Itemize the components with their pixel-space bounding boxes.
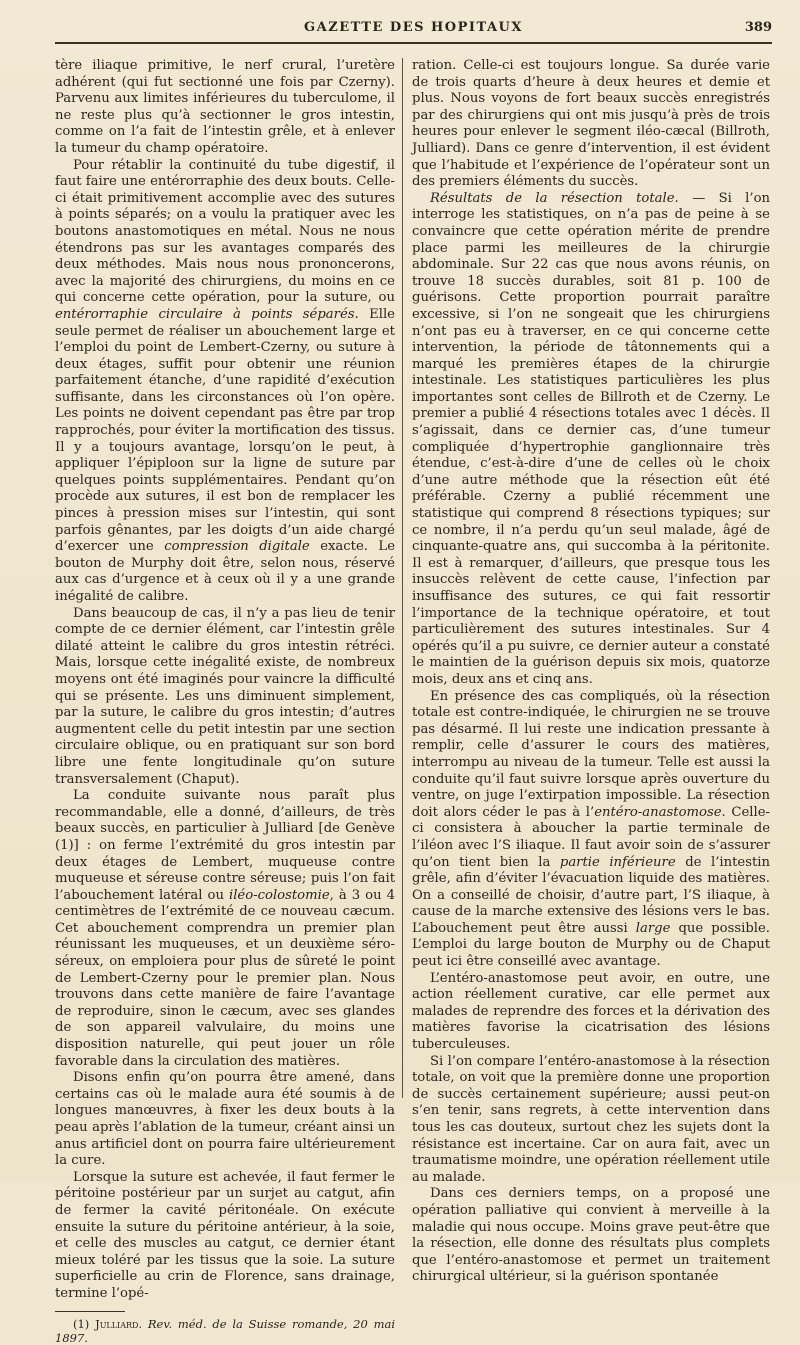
emphasis: large (635, 920, 671, 936)
page-number: 389 (744, 20, 772, 35)
footnote-rule (55, 1311, 125, 1312)
paragraph (55, 158, 395, 606)
section-heading: Résultats de la résection totale. (430, 190, 679, 206)
paragraph: Si l’on compare l’entéro-anastomose à la résection totale, on voit que la première donne une proportion de succès certainement supérieure; aussi peut-on s’en tenir, sans regrets, à cette intervention dans tous les cas douteux, surtout chez les sujets dont la résistance est incertaine. Car on aura fait, avec un traumatisme moindre, une opération réellement utile au malade. (412, 1053, 770, 1185)
emphasis: partie inférieure (559, 854, 676, 870)
footnote (55, 1317, 395, 1345)
left-column (55, 58, 396, 1345)
paragraph: Dans beaucoup de cas, il n’y a pas lieu de tenir compte de ce dernier élément, car l’intestin grêle dilaté atteint le calibre du gros intestin rétréci. Mais, lorsque cette inégalité existe, de nombreux moyens ont été imaginés pour vaincre la difficulté qui se présente. Les uns diminuent simplement, par la suture, le calibre du gros intestin; d’autres augmentent celle du petit intestin par une section circulaire oblique, ou en pratiquant sur son bord libre une fente longitudinale qu’on suture transversalement (Chaput). (55, 605, 395, 787)
text-run: — Si l’on interroge les statistiques, on n’a pas de peine à se convaincre que cette opération mérite de prendre place parmi les meilleures de la chirurgie abdominale. Sur 22 cas que nous avons réunis, on trouve 18 succès durables, soit 81 p. 100 de guérisons. Cette proportion pourrait paraître excessive, si l’on ne songeait que les chirurgiens n’ont pas eu à traverser, en ce qui concerne cette intervention, la période de tâtonnements qui a marqué les premières étapes de la chirurgie intestinale. Les statistiques particulières les plus importantes sont celles de Billroth et de Czerny. Le premier a publié 4 résections totales avec 1 décès. Il s’agissait, dans ce dernier cas, d’une tumeur compliquée d’hypertrophie ganglionnaire très étendue, c’est-à-dire d’une de celles où le choix d’une autre méthode que la résection eût été préférable. Czerny a publié récemment une statistique qui comprend 8 résections typiques; sur ce nombre, il n’a perdu qu’un seul malade, âgé de cinquante-quatre ans, qui succomba à la péritonite. Il est à remarquer, d’ailleurs, que presque tous les insuccès relèvent de cette cause, l’infection par insuffisance des sutures, ce qui fait ressortir l’importance de la technique opératoire, et tout particulièrement des sutures intestinales. Sur 4 opérés qu’il a pu suivre, ce dernier auteur a constaté le maintien de la guérison depuis six mois, quatorze mois, deux ans et cinq ans. (412, 190, 771, 687)
text-run: que possible. L’emploi du large bouton de Murphy ou de Chaput peut ici être conseillé avec avantage. (412, 920, 770, 970)
text-run: . Elle seule permet de réaliser un abouchement large et l’emploi du point de Lembert-Czerny, ou suture à deux étages, suffit pour obtenir une réunion parfaitement étanche, d’une rapidité d’exécution suffisante, dans les circonstances où l’on opère. Les points ne doivent cependant pas être par trop rapprochés, pour éviter la mortification des tissus. Il y a toujours avantage, lorsqu’on le peut, à appliquer l’épiploon sur la ligne de suture par quelques points supplémentaires. Pendant qu’on procède aux sutures, il est bon de remplacer les pinces à pression mises sur l’intestin, qui sont parfois gênantes, par les doigts d’un aide chargé d’exercer une (55, 306, 395, 555)
footnote-source: Rev. méd. de la Suisse romande, 20 mai 1897. (55, 1316, 396, 1345)
text-run: , à 3 ou 4 centimètres de l’extrémité de ce nouveau cæcum. Cet abouchement comprendra un premier plan réunissant les muqueuses, et un deuxième séro-séreux, on emploiera pour plus de sûreté le point de Lembert-Czerny pour le premier plan. Nous trouvons dans cette manière de faire l’avantage de reproduire, sinon le cæcum, avec ses glandes de son appareil valvulaire, du moins une disposition naturelle, qui peut jouer un rôle favorable dans la circulation des matières. (55, 887, 395, 1069)
paragraph: tère iliaque primitive, le nerf crural, l’uretère adhérent (qui fut sectionné une fois par Czerny). Parvenu aux limites inférieures du tuberculome, il ne reste plus qu’à sectionner le gros intestin, comme on l’a fait de l’intestin grêle, et à enlever la tumeur du champ opératoire. (55, 58, 395, 156)
text-run: Pour rétablir la continuité du tube digestif, il faut faire une entérorraphie des deux bouts. Celle-ci était primitivement accomplie avec des sutures à points séparés; on a voulu la pratiquer avec les boutons anastomotiques en métal. Nous ne nous étendrons pas sur les avantages comparés des deux méthodes. Mais nous nous prononcerons, avec la majorité des chirurgiens, du moins en ce qui concerne cette opération, pour la suture, ou (55, 157, 395, 306)
emphasis: entéro-anastomose (594, 804, 722, 820)
emphasis: iléo-colostomie (228, 887, 330, 903)
column-divider (402, 58, 403, 1098)
text-run: de l’intestin grêle, afin d’éviter l’évacuation liquide des matières. On a conseillé de choisir, d’autre part, l’S iliaque, à cause de la marche extensive des lésions vers le bas. L’abouchement peut être aussi (412, 854, 770, 936)
paragraph: Dans ces derniers temps, on a proposé une opération palliative qui convient à merveille à la maladie qui nous occupe. Moins grave peut-être que la résection, elle donne des résultats plus complets que l’entéro-anastomose et permet un traitement chirurgical ultérieur, si la guérison spontanée (412, 1186, 770, 1285)
page-header (55, 18, 772, 44)
footnote-author: Julliard. (95, 1316, 143, 1331)
emphasis: entérorraphie circulaire à points séparés (55, 306, 355, 322)
paragraph (55, 788, 395, 1070)
paragraph: L’entéro-anastomose peut avoir, en outre, une action réellement curative, car elle permet aux malades de reprendre des forces et la dérivation des matières favorise la cicatrisation des lésions tuberculeuses. (412, 970, 770, 1053)
text-run: La conduite suivante nous paraît plus recommandable, elle a donné, d’ailleurs, de très beaux succès, en particulier à Julliard [de Genève (1)] : on ferme l’extrémité du gros intestin par deux étages de Lembert, muqueuse contre muqueuse et séreuse contre séreuse; puis l’on fait l’abouchement latéral ou (55, 788, 395, 903)
paragraph: Lorsque la suture est achevée, il faut fermer le péritoine postérieur par un surjet au catgut, afin de fermer la cavité péritonéale. On exécute ensuite la suture du péritoine antérieur, à la soie, et celle des muscles au catgut, ce dernier étant mieux toléré par les tissus que la soie. La suture superficielle au crin de Florence, sans drainage, termine l’opé- (55, 1169, 395, 1301)
emphasis: compression digitale (164, 539, 310, 555)
text-run: exacte. Le bouton de Murphy doit être, selon nous, réservé aux cas d’urgence et à ceux où il y a une grande inégalité de calibre. (55, 539, 395, 604)
text-run: En présence des cas compliqués, où la résection totale est contre-indiquée, le chirurgien ne se trouve pas désarmé. Il lui reste une indication pressante à remplir, celle d’assurer le cours des matières, interrompu au niveau de la tumeur. Telle est aussi la conduite qu’il faut suivre lorsque après ouverture du ventre, on juge l’extirpation impossible. La résection doit alors céder le pas à l’ (412, 688, 770, 820)
footnote-marker: (1) (73, 1316, 90, 1331)
text-run: . Celle-ci consistera à aboucher la partie terminale de l’iléon avec l’S iliaque. Il faut avoir soin de s’assurer qu’on tient bien la (412, 804, 770, 870)
right-column (412, 58, 771, 1285)
paragraph: Disons enfin qu’on pourra être amené, dans certains cas où le malade aura été soumis à de longues manœuvres, à fixer les deux bouts à la peau après l’ablation de la tumeur, créant ainsi un anus artificiel dont on pourra faire ultérieurement la cure. (55, 1070, 395, 1169)
journal-title: GAZETTE DES HOPITAUX (304, 20, 523, 35)
paragraph (412, 191, 770, 689)
paragraph: ration. Celle-ci est toujours longue. Sa durée varie de trois quarts d’heure à deux heures et demie et plus. Nous voyons de fort beaux succès enregistrés par des chirurgiens qui ont mis jusqu’à près de trois heures pour enlever le segment iléo-cæcal (Billroth, Julliard). Dans ce genre d’intervention, il est évident que l’habitude et l’expérience de l’opérateur sont un des premiers éléments du succès. (412, 58, 770, 190)
paragraph (412, 689, 770, 971)
